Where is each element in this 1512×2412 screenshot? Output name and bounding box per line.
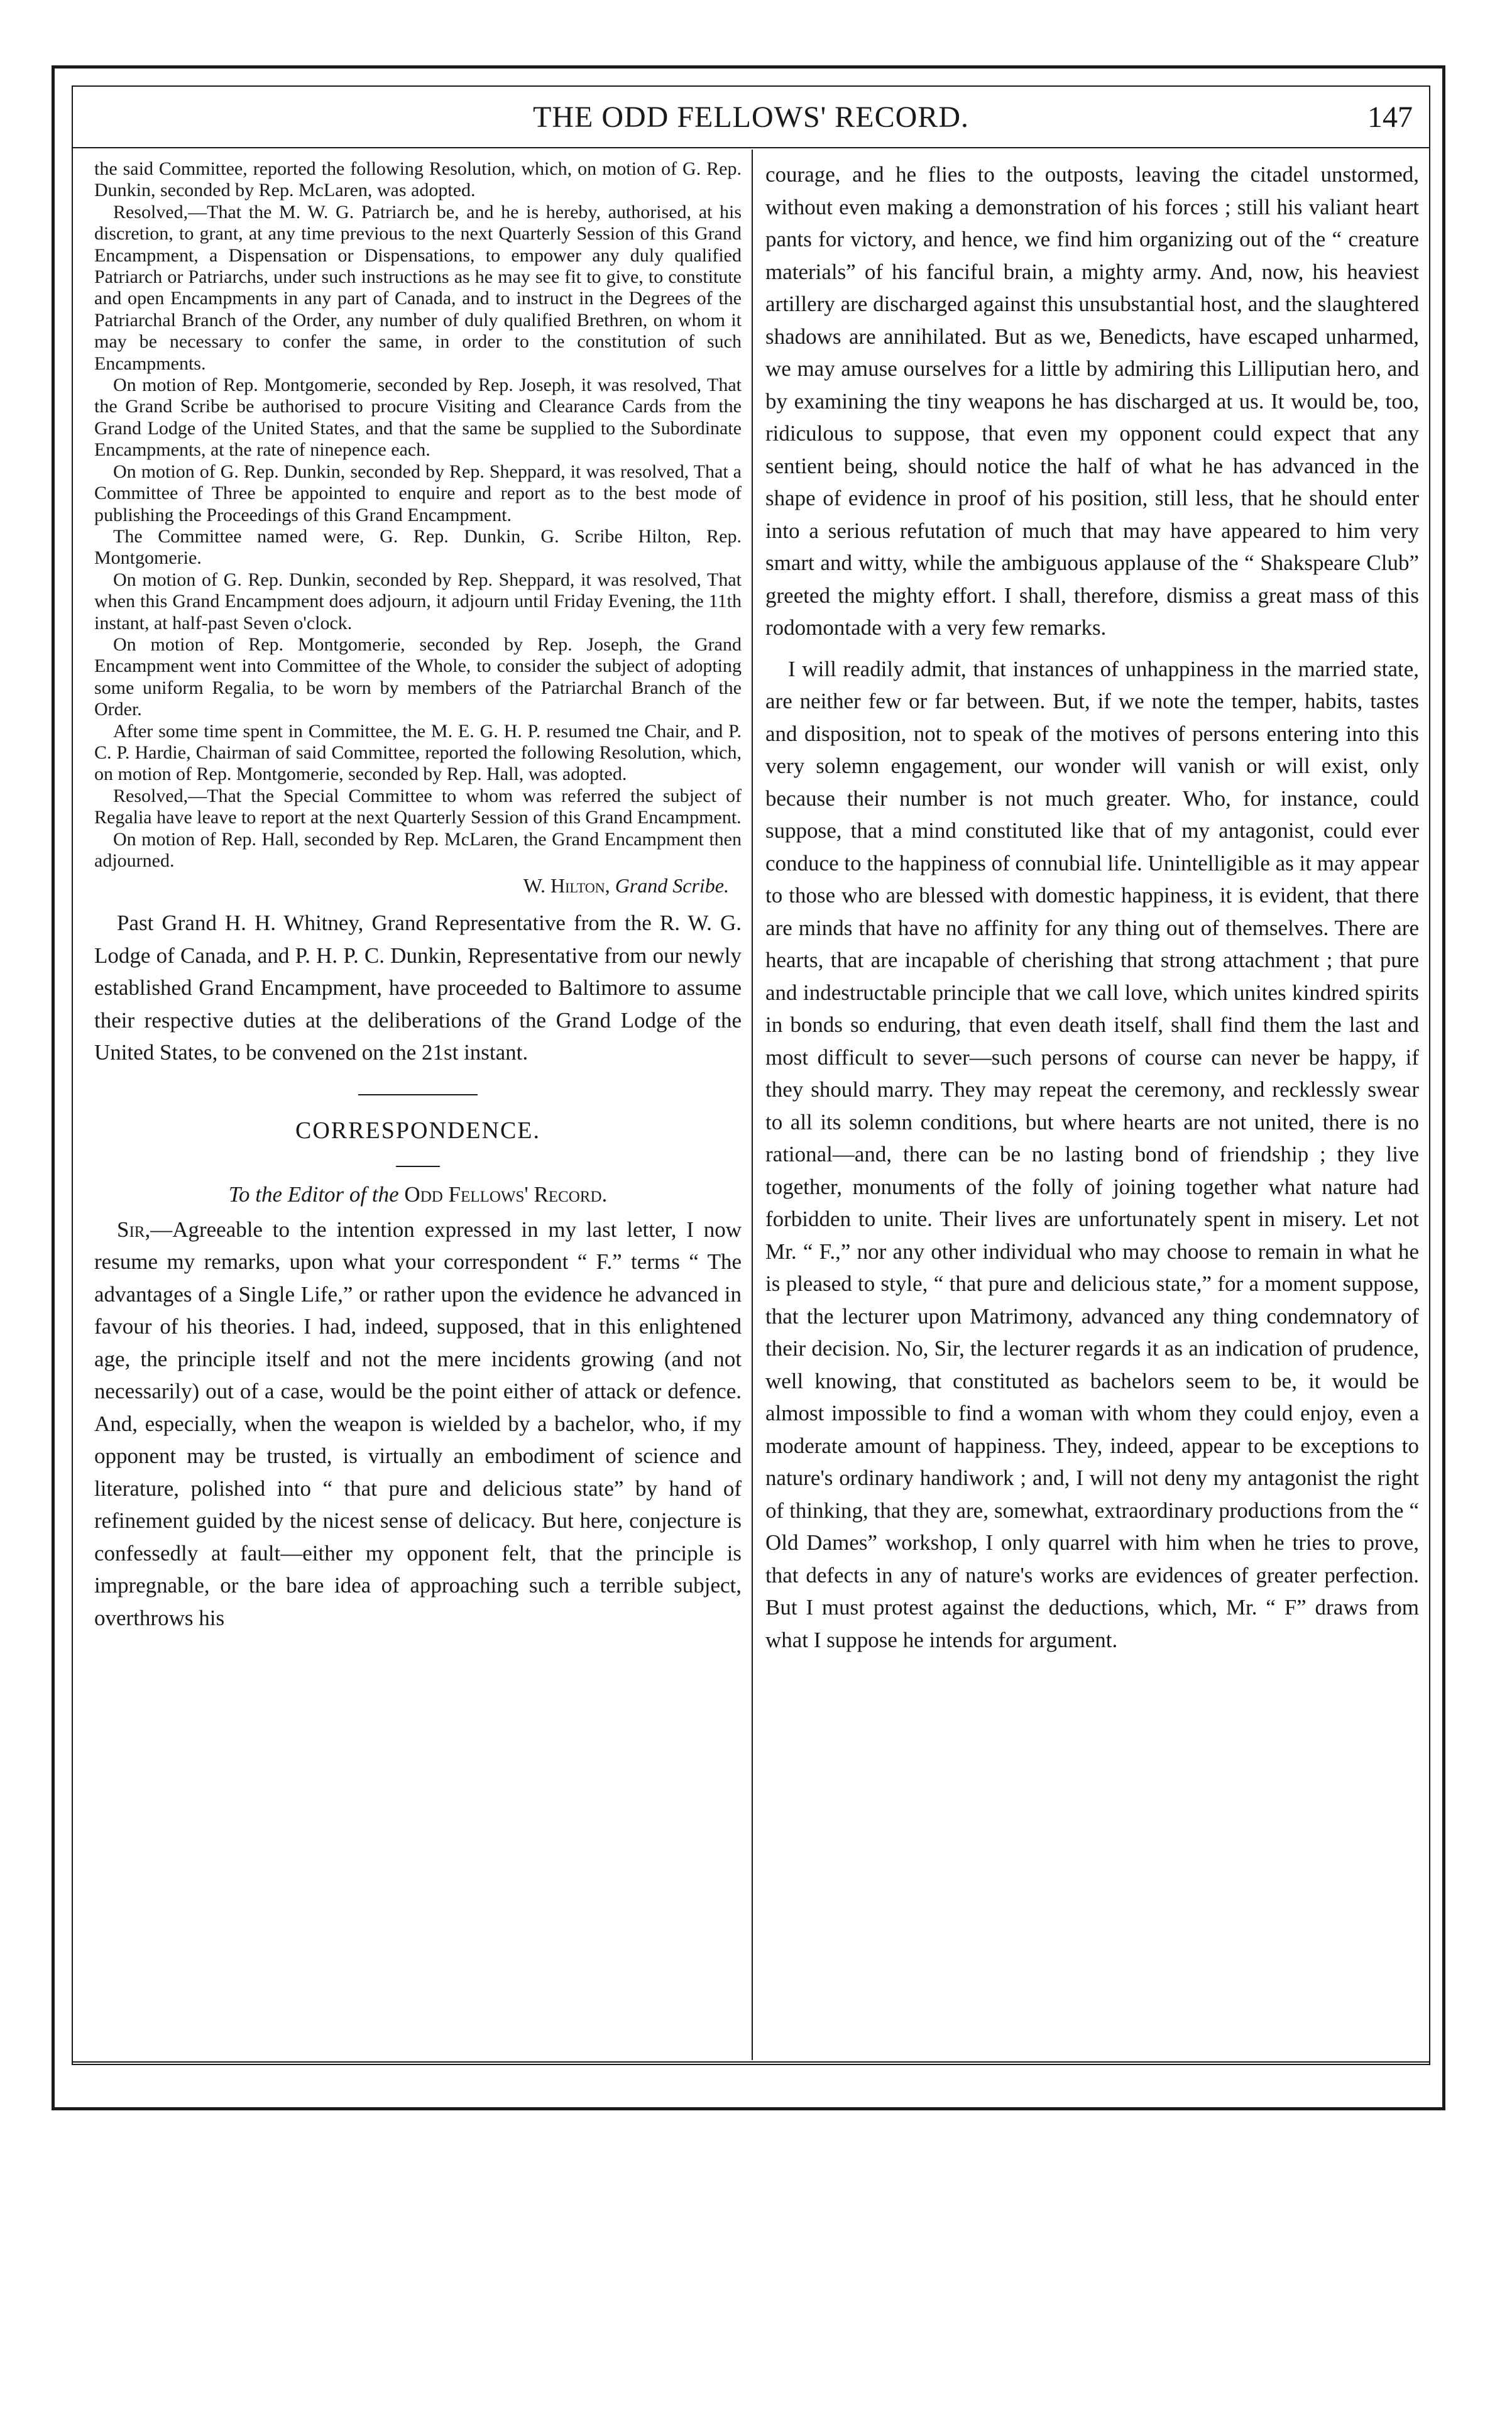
- column-divider: [752, 150, 753, 2060]
- letter-address: [94, 1182, 742, 1207]
- minutes-paragraph: After some time spent in Committee, the M. E. G. H. P. resumed tne Chair, and P. C. P. Hardie, Chairman of said Committee, reported the following Resolution, which, on motion of Rep. Montgomerie, seconded by Rep. Hall, was adopted.: [94, 720, 742, 785]
- signature-name: W. Hilton,: [523, 874, 610, 897]
- header-rule: [73, 147, 1429, 148]
- bottom-rule: [73, 2061, 1429, 2063]
- journal-title: THE ODD FELLOWS' RECORD.: [533, 101, 969, 134]
- salutation: Sir,: [117, 1217, 151, 1242]
- minutes-paragraph: On motion of G. Rep. Dunkin, seconded by Rep. Sheppard, it was resolved, That when this Grand Encampment does adjourn, it adjourn until Friday Evening, the 11th instant, at half-past Seven o'clock.: [94, 569, 742, 633]
- notice-block: [94, 907, 742, 1069]
- section-heading: CORRESPONDENCE.: [295, 1117, 540, 1144]
- minutes-paragraph: On motion of Rep. Montgomerie, seconded by Rep. Joseph, it was resolved, That the Grand Scribe be authorised to procure Visiting and Clearance Cards from the Grand Lodge of the United States, and that the same be supplied to the Subordinate Encampments, at the rate of ninepence each.: [94, 375, 742, 461]
- encampment-minutes: [94, 158, 742, 872]
- right-column: [765, 158, 1419, 1656]
- letter-paragraph: I will readily admit, that instances of unhappiness in the married state, are neither few or far between. But, if we note the temper, habits, tastes and disposition, not to speak of the motives of persons entering into this very solemn engagement, our wonder will vanish or will exist, only because their number is not much greater. Who, for instance, could suppose, that a mind constituted like that of my antagonist, could ever conduce to the happiness of connubial life. Unintelligible as it may appear to those who are blessed with domestic happiness, it is evident, that there are minds that have no affinity for any thing out of themselves. There are hearts, that are incapable of cherishing that strong attachment ; that pure and indestructable principle that we call love, which unites kindred spirits in bonds so enduring, that even death itself, shall find them the last and most difficult to sever—such persons of course can never be happy, if they should marry. They may repeat the ceremony, and recklessly swear to all its solemn conditions, but where hearts are not united, there is no rational—and, there can be no lasting bond of friendship ; they live together, monuments of the folly of joining together what nature had forbidden to unite. Their lives are unfortunately spent in misery. Let not Mr. “ F.,” nor any other individual who may choose to remain in what he is pleased to style, “ that pure and delicious state,” for a moment suppose, that the lecturer upon Matrimony, advanced any thing condemnatory of their decision. No, Sir, the lecturer regards it as an indication of prudence, well knowing, that constituted as bachelors seem to be, it would be almost impossible to find a woman with whom they could enjoy, even a moderate amount of happiness. They, indeed, appear to be exceptions to nature's ordinary handiwork ; and, I will not deny my antagonist the right of thinking, that they are, somewhat, extraordinary productions from the “ Old Dames” workshop, I only quarrel with him when he tries to prove, that defects in any of nature's works are evidences of greater perfection. But I must protest against the deductions, which, Mr. “ F” draws from what I suppose he intends for argument.: [765, 656, 1419, 1652]
- letter-opening-paragraph: [94, 1214, 742, 1635]
- representatives-notice: Past Grand H. H. Whitney, Grand Representative from the R. W. G. Lodge of Canada, and P. H. P. C. Dunkin, Representative from our newly established Grand Encampment, have proceeded to Baltimore to assume their respective duties at the deliberations of the Grand Lodge of the United States, to be convened on the 21st instant.: [94, 911, 742, 1065]
- letter-address-prefix: To the Editor of the: [228, 1181, 399, 1207]
- section-rule-bottom: [396, 1166, 440, 1167]
- left-column: [94, 158, 742, 1634]
- running-header: [82, 97, 1420, 141]
- minutes-paragraph: Resolved,—That the Special Committee to whom was referred the subject of Regalia have leave to report at the next Quarterly Session of this Grand Encampment.: [94, 785, 742, 828]
- minutes-paragraph: Resolved,—That the M. W. G. Patriarch be, and he is hereby, authorised, at his discretion, to grant, at any time previous to the next Quarterly Session of this Grand Encampment, a Dispensation or Dispensations, to empower any duly qualified Patriarch or Patriarchs, under such instructions as he may see fit to give, to constitute and open Encampments in any part of Canada, and to instruct in the Degrees of the Patriarchal Branch of the Order, any number of duly qualified Brethren, on whom it may be necessary to confer the same, in order to the constitution of such Encampments.: [94, 201, 742, 374]
- signature-role: Grand Scribe.: [615, 874, 729, 897]
- letter-address-publication: Odd Fellows' Record.: [404, 1181, 608, 1207]
- letter-paragraph: courage, and he flies to the outposts, leaving the citadel unstormed, without even making a demonstration of his forces ; still his valiant heart pants for victory, and hence, we find him organizing out of the “ creature materials” of his fanciful brain, a mighty army. And, now, his heaviest artillery are discharged against this unsubstantial host, and the slaughtered shadows are annihilated. But as we, Benedicts, have escaped unharmed, we may amuse ourselves for a little by admiring this Lilliputian hero, and by examining the tiny weapons he has discharged at us. It would be, too, ridiculous to suppose, that even my opponent could expect that any sentient being, should notice the half of what he has advanced in the shape of evidence in proof of his position, still less, that he should enter into a serious refutation of much that may have appeared to him very smart and witty, while the ambiguous applause of the “ Shakspeare Club” greeted the mighty effort. I shall, therefore, dismiss a great mass of this rodomontade with a very few remarks.: [765, 162, 1419, 640]
- minutes-paragraph: the said Committee, reported the following Resolution, which, on motion of G. Rep. Dunkin, seconded by Rep. McLaren, was adopted.: [94, 158, 742, 201]
- minutes-paragraph: The Committee named were, G. Rep. Dunkin, G. Scribe Hilton, Rep. Montgomerie.: [94, 525, 742, 569]
- letter-body: [94, 1214, 742, 1635]
- section-rule-top: [358, 1094, 478, 1095]
- signature: [94, 873, 742, 898]
- minutes-paragraph: On motion of Rep. Hall, seconded by Rep. McLaren, the Grand Encampment then adjourned.: [94, 828, 742, 871]
- minutes-paragraph: On motion of Rep. Montgomerie, seconded by Rep. Joseph, the Grand Encampment went into Committee of the Whole, to consider the subject of adopting some uniform Regalia, to be worn by members of the Patriarchal Branch of the Order.: [94, 633, 742, 720]
- minutes-paragraph: On motion of G. Rep. Dunkin, seconded by Rep. Sheppard, it was resolved, That a Committee of Three be appointed to enquire and report as to the best mode of publishing the Proceedings of this Grand Encampment.: [94, 461, 742, 525]
- page-number: 147: [1367, 101, 1413, 134]
- letter-opening-text: —Agreeable to the intention expressed in my last letter, I now resume my remarks, upon what your correspondent “ F.” terms “ The advantages of a Single Life,” or rather upon the evidence he advanced in favour of his theories. I had, indeed, supposed, that in this enlightened age, the principle itself and not the mere incidents growing (and not necessarily) out of a case, would be the point either of attack or defence. And, especially, when the weapon is wielded by a bachelor, who, if my opponent may be trusted, is virtually an embodiment of science and literature, polished into “ that pure and delicious state” by hand of refinement guided by the nicest sense of delicacy. But here, conjecture is confessedly at fault—either my opponent felt, that the principle is impregnable, or the bare idea of approaching such a terrible subject, overthrows his: [94, 1217, 742, 1630]
